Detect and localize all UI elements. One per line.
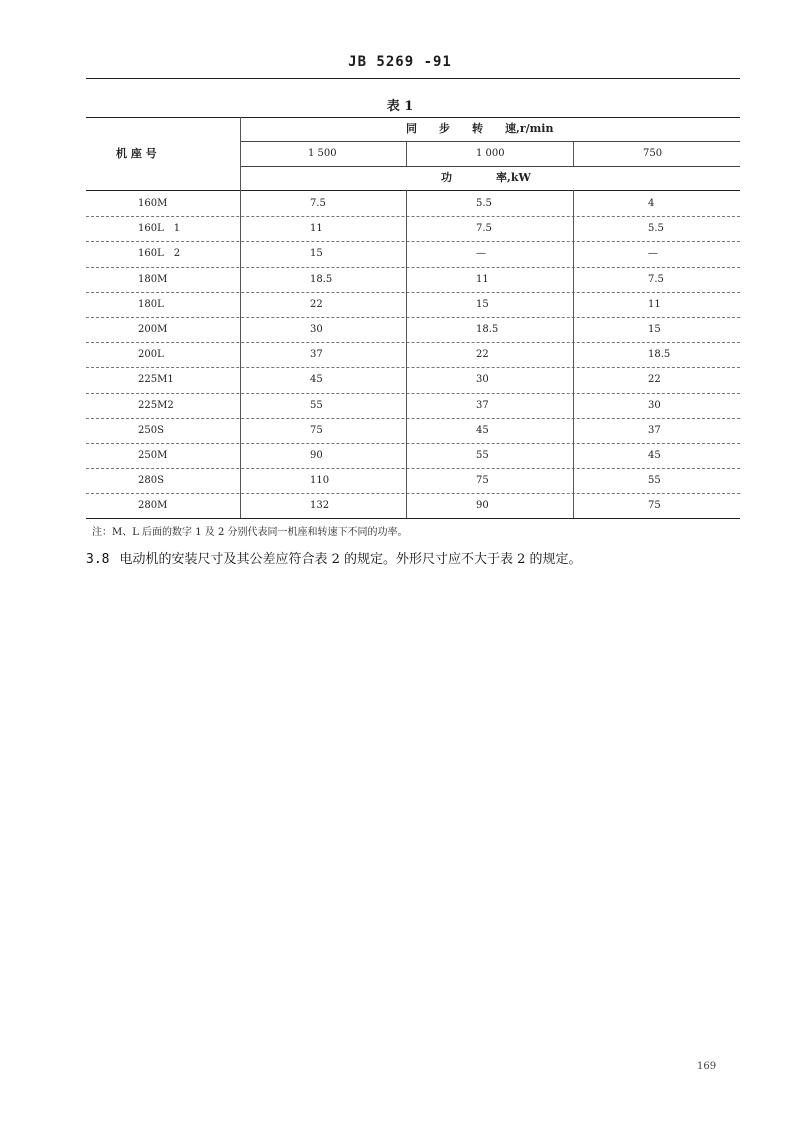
power-cell: 37 bbox=[648, 424, 661, 436]
row-divider bbox=[86, 493, 740, 494]
row-divider bbox=[86, 393, 740, 394]
power-cell: 45 bbox=[648, 450, 661, 461]
frame-size-cell: 250S bbox=[138, 424, 164, 436]
power-cell: 18.5 bbox=[310, 273, 333, 285]
power-header: 功 率,kW bbox=[441, 171, 531, 184]
frame-size-cell: 180L bbox=[138, 298, 164, 310]
power-cell: 15 bbox=[476, 298, 489, 310]
power-cell: 22 bbox=[476, 349, 489, 361]
row-divider bbox=[86, 292, 740, 293]
clause-number: 3.8 bbox=[86, 552, 110, 567]
power-cell: 45 bbox=[310, 374, 323, 386]
power-cell: 45 bbox=[476, 424, 489, 436]
table-top-rule bbox=[86, 117, 740, 118]
speed-750-header: 750 bbox=[643, 148, 663, 159]
power-cell: 110 bbox=[310, 475, 330, 487]
speed-col-divider bbox=[406, 141, 407, 166]
row-divider bbox=[86, 267, 740, 268]
frame-column-divider bbox=[240, 117, 241, 519]
row-divider bbox=[86, 418, 740, 419]
speed-1000-header: 1 000 bbox=[476, 148, 505, 159]
speed-header-rule bbox=[240, 141, 740, 142]
table-caption: 表 1 bbox=[386, 99, 414, 114]
speeds-rule bbox=[240, 166, 740, 167]
power-cell: 30 bbox=[310, 324, 323, 335]
row-divider bbox=[86, 468, 740, 469]
power-cell: 4 bbox=[648, 198, 655, 209]
power-cell: 30 bbox=[476, 374, 489, 386]
power-cell: 7.5 bbox=[648, 273, 664, 285]
data-col-divider bbox=[573, 190, 574, 519]
power-cell: 90 bbox=[310, 450, 323, 461]
power-cell: 7.5 bbox=[310, 198, 326, 209]
frame-size-cell: 200M bbox=[138, 324, 168, 335]
power-cell: 7.5 bbox=[476, 223, 492, 235]
row-divider bbox=[86, 342, 740, 343]
frame-size-cell: 250M bbox=[138, 450, 168, 461]
row-divider bbox=[86, 241, 740, 242]
power-cell: 15 bbox=[648, 324, 661, 335]
power-cell: 37 bbox=[476, 399, 489, 411]
row-divider bbox=[86, 317, 740, 318]
power-cell: 18.5 bbox=[476, 324, 499, 335]
power-cell: 22 bbox=[648, 374, 661, 386]
power-cell: 75 bbox=[648, 500, 661, 512]
frame-size-cell: 160L 2 bbox=[138, 248, 181, 260]
power-cell: 11 bbox=[310, 223, 323, 235]
power-cell: 75 bbox=[476, 475, 489, 487]
power-cell: 75 bbox=[310, 424, 323, 436]
header-rule bbox=[86, 78, 740, 79]
row-divider bbox=[86, 216, 740, 217]
power-cell: 11 bbox=[476, 273, 489, 285]
power-cell: — bbox=[476, 248, 486, 260]
page-number: 169 bbox=[697, 1061, 717, 1072]
power-cell: 90 bbox=[476, 500, 489, 512]
data-col-divider bbox=[406, 190, 407, 519]
frame-size-cell: 160L 1 bbox=[138, 223, 181, 235]
row-divider bbox=[86, 367, 740, 368]
power-cell: — bbox=[648, 248, 658, 260]
power-cell: 55 bbox=[648, 475, 661, 487]
clause-text: 电动机的安装尺寸及其公差应符合表 2 的规定。外形尺寸应不大于表 2 的规定。 bbox=[119, 552, 582, 567]
frame-size-cell: 160M bbox=[138, 198, 168, 209]
speed-1500-header: 1 500 bbox=[308, 148, 337, 159]
table-bottom-rule bbox=[86, 518, 740, 519]
power-cell: 22 bbox=[310, 298, 323, 310]
frame-size-cell: 200L bbox=[138, 349, 164, 361]
power-cell: 18.5 bbox=[648, 349, 671, 361]
row-divider bbox=[86, 443, 740, 444]
power-cell: 37 bbox=[310, 349, 323, 361]
power-cell: 132 bbox=[310, 500, 330, 512]
speed-header: 同 步 转 速,r/min bbox=[406, 122, 554, 135]
power-cell: 55 bbox=[310, 399, 323, 411]
power-cell: 5.5 bbox=[648, 223, 664, 235]
speed-col-divider bbox=[573, 141, 574, 166]
frame-size-cell: 225M2 bbox=[138, 399, 174, 411]
power-cell: 55 bbox=[476, 450, 489, 461]
clause-3-8 bbox=[86, 548, 582, 567]
power-cell: 11 bbox=[648, 298, 661, 310]
frame-size-cell: 180M bbox=[138, 273, 168, 285]
table-note: 注：M、L 后面的数字 1 及 2 分别代表同一机座和转速下不同的功率。 bbox=[92, 527, 408, 538]
standard-code: JB 5269 -91 bbox=[348, 54, 452, 70]
frame-size-cell: 280M bbox=[138, 500, 168, 512]
row-header: 机 座 号 bbox=[116, 147, 157, 160]
frame-size-cell: 280S bbox=[138, 475, 164, 487]
frame-size-cell: 225M1 bbox=[138, 374, 174, 386]
power-cell: 5.5 bbox=[476, 198, 492, 209]
power-cell: 30 bbox=[648, 399, 661, 411]
power-cell: 15 bbox=[310, 248, 323, 260]
header-bottom-rule bbox=[86, 190, 740, 191]
